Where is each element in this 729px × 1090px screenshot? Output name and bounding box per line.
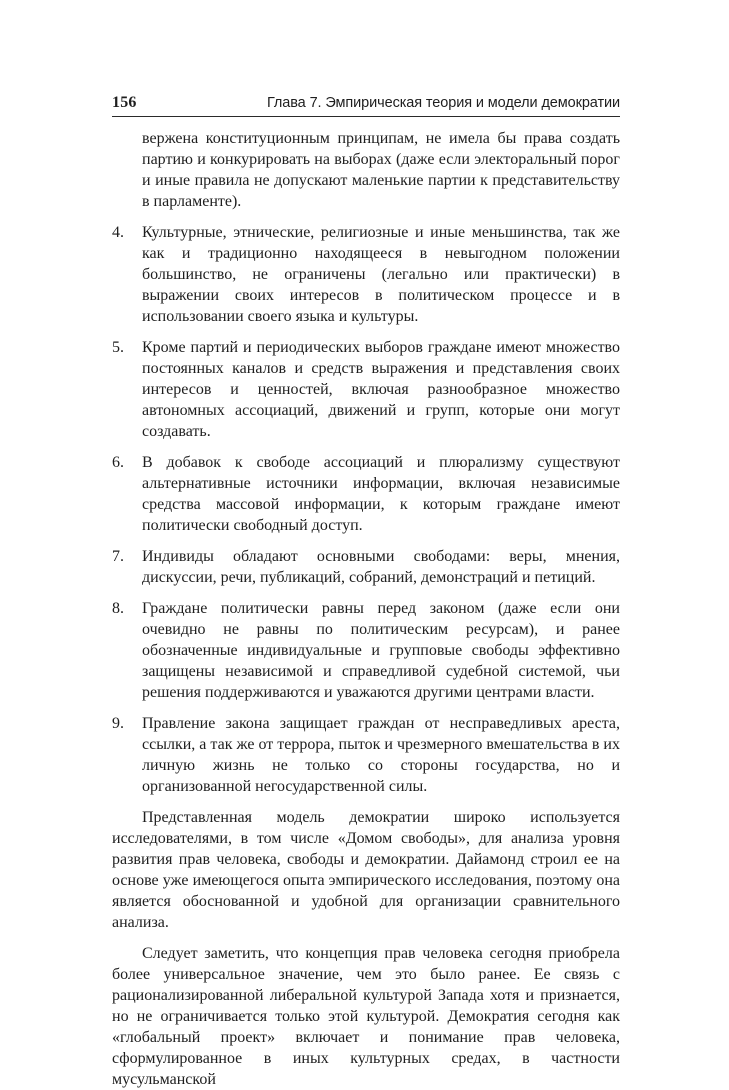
list-number: 6. — [112, 454, 124, 471]
list-item-4 — [112, 222, 620, 327]
list-number: 7. — [112, 548, 124, 565]
paragraph-model-usage: Представленная модель демократии широко используется исследователями, в том числе «Домом свободы», для анализа уровня развития прав человека, свободы и демократии. Дайамонд строил ее на основе уже имеющегося опыта эмпирического исследования, поэтому она является обоснованной и удобной для организации сравнительного анализа. — [112, 809, 620, 931]
numbered-list — [112, 222, 620, 797]
page-header — [112, 92, 620, 117]
list-item-7 — [112, 546, 620, 588]
list-item-6 — [112, 452, 620, 536]
list-item-9 — [112, 713, 620, 797]
list-item-8 — [112, 598, 620, 703]
list-number: 4. — [112, 224, 124, 241]
list-item-text: Индивиды обладают основными свободами: веры, мнения, дискуссии, речи, публикаций, собраний, демонстраций и петиций. — [142, 548, 620, 586]
list-number: 9. — [112, 715, 124, 732]
list-item-text: Культурные, этнические, религиозные и иные меньшинства, так же как и традиционно находящееся в невыгодном положении большинство, не ограничены (легально или практически) в выражении своих интересов в политическом процессе и в использовании своего языка и культуры. — [142, 224, 620, 325]
paragraph-human-rights: Следует заметить, что концепция прав человека сегодня приобрела более универсальное значение, чем это было ранее. Ее связь с рационализированной либеральной культурой Запада хотя и признается, но не ограничивается только этой культурой. Демократия сегодня как «глобальный проект» включает и понимание прав человека, сформулированное в иных культурных средах, в частности мусульманской — [112, 945, 620, 1088]
page-body — [112, 128, 620, 1090]
list-item-text: Правление закона защищает граждан от несправедливых ареста, ссылки, а так же от террора, пыток и чрезмерного вмешательства в их личную жизнь не только со стороны государства, но и организованной негосударственной силы. — [142, 715, 620, 795]
list-item-text: Кроме партий и периодических выборов граждане имеют множество постоянных каналов и средств выражения и представления своих интересов и ценностей, включая разнообразное множество автономных ассоциаций, движений и групп, которые они могут создавать. — [142, 339, 620, 440]
list-item-text: В добавок к свободе ассоциаций и плюрализму существуют альтернативные источники информации, включая независимые средства массовой информации, к которым граждане имеют политически свободный доступ. — [142, 454, 620, 534]
running-head: Глава 7. Эмпирическая теория и модели демократии — [266, 95, 620, 111]
page-number: 156 — [112, 94, 137, 111]
continuation-text: вержена конституционным принципам, не имела бы права создать партию и конкурировать на выборах (даже если электоральный порог и иные правила не допускают маленькие партии к представительству в парламенте). — [142, 130, 620, 210]
list-number: 5. — [112, 339, 124, 356]
list-item-text: Граждане политически равны перед законом (даже если они очевидно не равны по политическим ресурсам), и ранее обозначенные индивидуальные и групповые свободы эффективно защищены независимой и справедливой судебной системой, чьи решения поддерживаются и уважаются другими центрами власти. — [142, 600, 620, 701]
list-number: 8. — [112, 600, 124, 617]
list-item-5 — [112, 337, 620, 442]
